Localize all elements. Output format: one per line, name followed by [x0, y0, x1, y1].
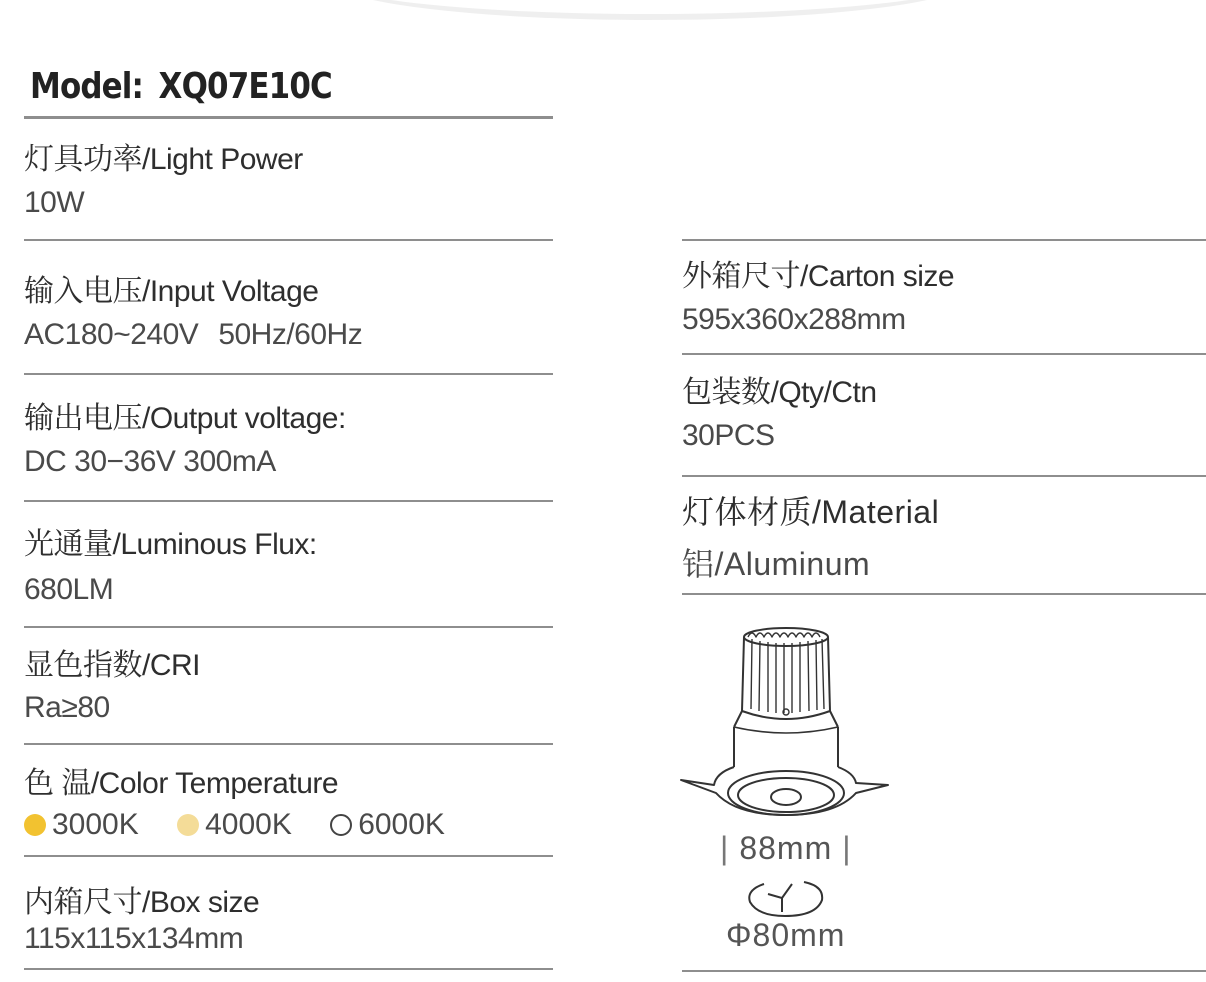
spec-label-qty-per-carton: 包装数/Qty/Ctn [682, 376, 877, 409]
spec-label-input-voltage: 输入电压/Input Voltage [24, 275, 319, 308]
model-title [30, 66, 480, 116]
spec-value-box-size: 115x115x134mm [24, 922, 244, 955]
spec-value-input-voltage-range: AC180~240V [24, 318, 199, 351]
divider [24, 626, 553, 628]
spec-value-output-voltage: DC 30−36V 300mA [24, 445, 276, 478]
color-temp-label: 6000K [358, 808, 445, 841]
spec-value-light-power: 10W [24, 186, 85, 219]
spec-value-qty-per-carton: 30PCS [682, 419, 775, 452]
divider [24, 500, 553, 502]
color-temp-4000k [177, 808, 292, 842]
divider [682, 353, 1206, 355]
divider [682, 239, 1206, 241]
color-temp-3000k [24, 808, 139, 842]
spec-label-carton-size: 外箱尺寸/Carton size [682, 260, 955, 293]
cool-dot-icon [330, 814, 352, 836]
color-temp-label: 4000K [205, 808, 292, 841]
spec-label-box-size: 内箱尺寸/Box size [24, 886, 260, 919]
color-temp-label: 3000K [52, 808, 139, 841]
divider [682, 475, 1206, 477]
divider [24, 855, 553, 857]
downlight-drawing [676, 615, 896, 830]
spec-label-luminous-flux: 光通量/Luminous Flux: [24, 528, 317, 561]
spec-value-input-voltage [24, 318, 362, 352]
divider [24, 373, 553, 375]
neutral-dot-icon [177, 814, 199, 836]
spec-value-carton-size: 595x360x288mm [682, 303, 906, 336]
spec-value-cri: Ra≥80 [24, 691, 110, 724]
divider [24, 239, 553, 241]
cutout-hole-icon [742, 876, 828, 920]
color-temp-6000k [330, 808, 445, 842]
spec-label-material: 灯体材质/Material [682, 494, 940, 530]
spec-label-cri: 显色指数/CRI [24, 649, 200, 682]
divider [682, 970, 1206, 972]
divider [24, 743, 553, 745]
spec-label-output-voltage: 输出电压/Output voltage: [24, 402, 346, 435]
model-number: XQ07E10C [158, 66, 332, 107]
warm-dot-icon [24, 814, 46, 836]
model-divider [24, 116, 553, 119]
spec-label-color-temperature: 色 温/Color Temperature [24, 767, 339, 800]
outer-diameter-value: 88mm [739, 830, 833, 866]
decorative-top-arc [330, 0, 970, 20]
outer-diameter-dimension: | 88mm | [720, 830, 852, 866]
spec-label-light-power: 灯具功率/Light Power [24, 143, 303, 176]
model-label: Model: [30, 66, 144, 107]
color-temperature-options [24, 808, 475, 844]
divider [682, 593, 1206, 595]
spec-value-input-frequency: 50Hz/60Hz [218, 318, 363, 351]
divider [24, 968, 553, 970]
spec-value-material: 铝/Aluminum [682, 546, 871, 582]
cutout-dimension: Φ80mm [726, 917, 846, 953]
spec-value-luminous-flux: 680LM [24, 573, 114, 606]
